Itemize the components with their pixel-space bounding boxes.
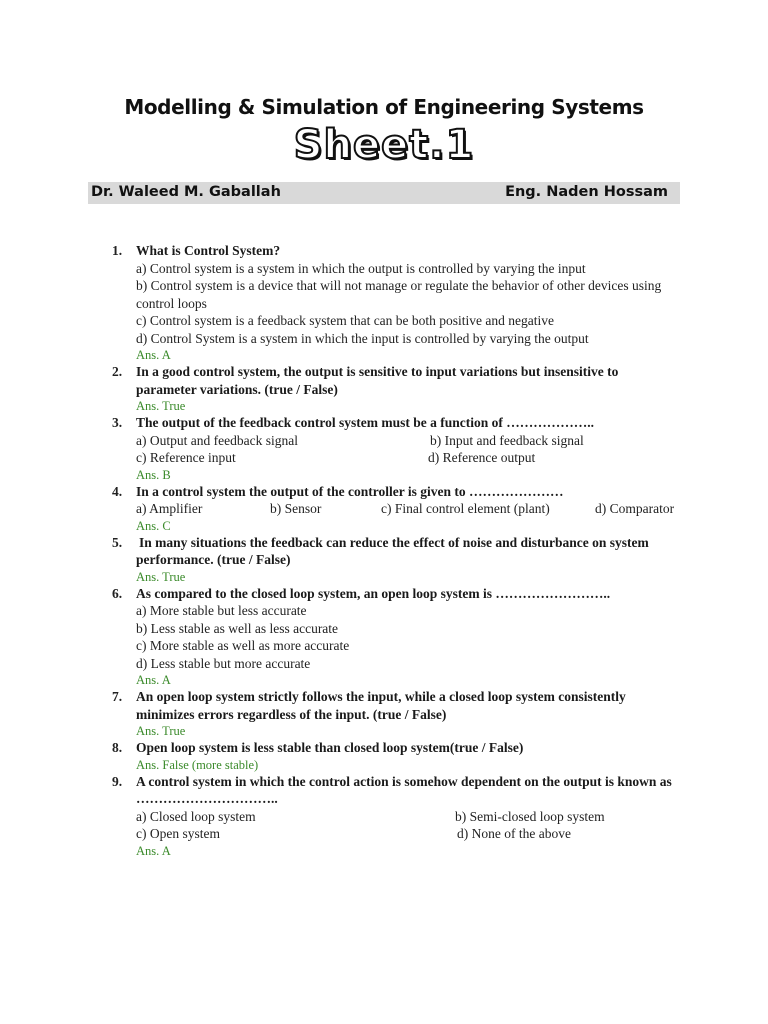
question-text: A control system in which the control action is somehow dependent on the output is known as ………………………….. <box>136 773 672 806</box>
question-text: In a good control system, the output is sensitive to input variations but insensitive to parameter variations. (true / False) <box>136 364 619 397</box>
question-text: Open loop system is less stable than closed loop system(true / False) <box>136 740 524 755</box>
author-left: Dr. Waleed M. Gaballah <box>91 184 281 200</box>
option-a: a) More stable but less accurate <box>136 603 307 618</box>
question-1 <box>112 242 682 363</box>
question-2 <box>112 363 682 414</box>
authors-bar <box>88 182 680 204</box>
question-number: 8. <box>112 740 123 755</box>
question-7 <box>112 688 682 739</box>
question-4 <box>112 483 682 534</box>
question-number: 5. <box>112 534 123 550</box>
document-title: Modelling & Simulation of Engineering Systems <box>124 95 644 119</box>
question-number: 7. <box>112 689 123 704</box>
question-number: 4. <box>112 483 123 499</box>
option-c: c) Reference input <box>136 450 236 465</box>
option-a: a) Control system is a system in which the output is controlled by varying the input <box>136 260 586 276</box>
question-text: In many situations the feedback can reduce the effect of noise and disturbance on system performance. (true / False) <box>136 534 649 567</box>
option-b: b) Less stable as well as less accurate <box>136 620 339 636</box>
answer: Ans. True <box>136 399 186 413</box>
option-c: c) More stable as well as more accurate <box>136 638 350 653</box>
answer: Ans. True <box>136 569 186 584</box>
options-row <box>136 825 682 843</box>
question-6 <box>112 585 682 689</box>
option-d: d) Less stable but more accurate <box>136 655 311 671</box>
options-row <box>136 432 682 450</box>
question-text: An open loop system strictly follows the input, while a closed loop system consistently minimizes errors regardless of the input. (true / False) <box>136 689 626 722</box>
options-row <box>136 808 682 826</box>
question-9 <box>112 773 682 859</box>
answer: Ans. A <box>136 348 171 362</box>
question-5 <box>112 534 682 585</box>
question-number: 3. <box>112 415 123 430</box>
question-text: What is Control System? <box>136 243 281 258</box>
question-text: The output of the feedback control system must be a function of ……………….. <box>136 415 594 430</box>
answer: Ans. A <box>136 843 171 858</box>
option-a: a) Output and feedback signal <box>136 432 298 448</box>
question-list <box>112 242 682 859</box>
option-b: b) Sensor <box>270 501 322 516</box>
question-number: 6. <box>112 585 123 601</box>
answer: Ans. True <box>136 724 186 738</box>
option-b: b) Control system is a device that will not manage or regulate the behavior of other devices using control loops <box>136 278 662 311</box>
answer: Ans. False (more stable) <box>136 757 259 772</box>
sheet-title: Sheet.1 <box>293 122 475 168</box>
option-a: a) Amplifier <box>136 501 203 516</box>
option-d: d) Comparator <box>595 501 675 516</box>
options-row <box>136 500 682 518</box>
answer: Ans. A <box>136 673 171 687</box>
option-c: c) Open system <box>136 826 220 841</box>
question-3 <box>112 414 682 483</box>
option-a: a) Closed loop system <box>136 808 256 824</box>
question-text: As compared to the closed loop system, an open loop system is …………………….. <box>136 585 611 601</box>
option-d: d) None of the above <box>457 826 571 841</box>
options-row <box>136 449 682 467</box>
question-number: 1. <box>112 243 123 258</box>
answer: Ans. B <box>136 467 171 482</box>
option-d: d) Control System is a system in which the input is controlled by varying the output <box>136 330 589 346</box>
option-d: d) Reference output <box>428 450 536 465</box>
author-right: Eng. Naden Hossam <box>505 184 668 200</box>
question-number: 9. <box>112 773 123 789</box>
question-text: In a control system the output of the controller is given to ………………… <box>136 483 564 499</box>
option-c: c) Final control element (plant) <box>381 501 550 516</box>
answer: Ans. C <box>136 518 171 533</box>
question-8 <box>112 739 682 773</box>
option-b: b) Input and feedback signal <box>430 432 584 448</box>
option-c: c) Control system is a feedback system that can be both positive and negative <box>136 313 555 328</box>
option-b: b) Semi-closed loop system <box>455 808 605 824</box>
question-number: 2. <box>112 364 123 379</box>
